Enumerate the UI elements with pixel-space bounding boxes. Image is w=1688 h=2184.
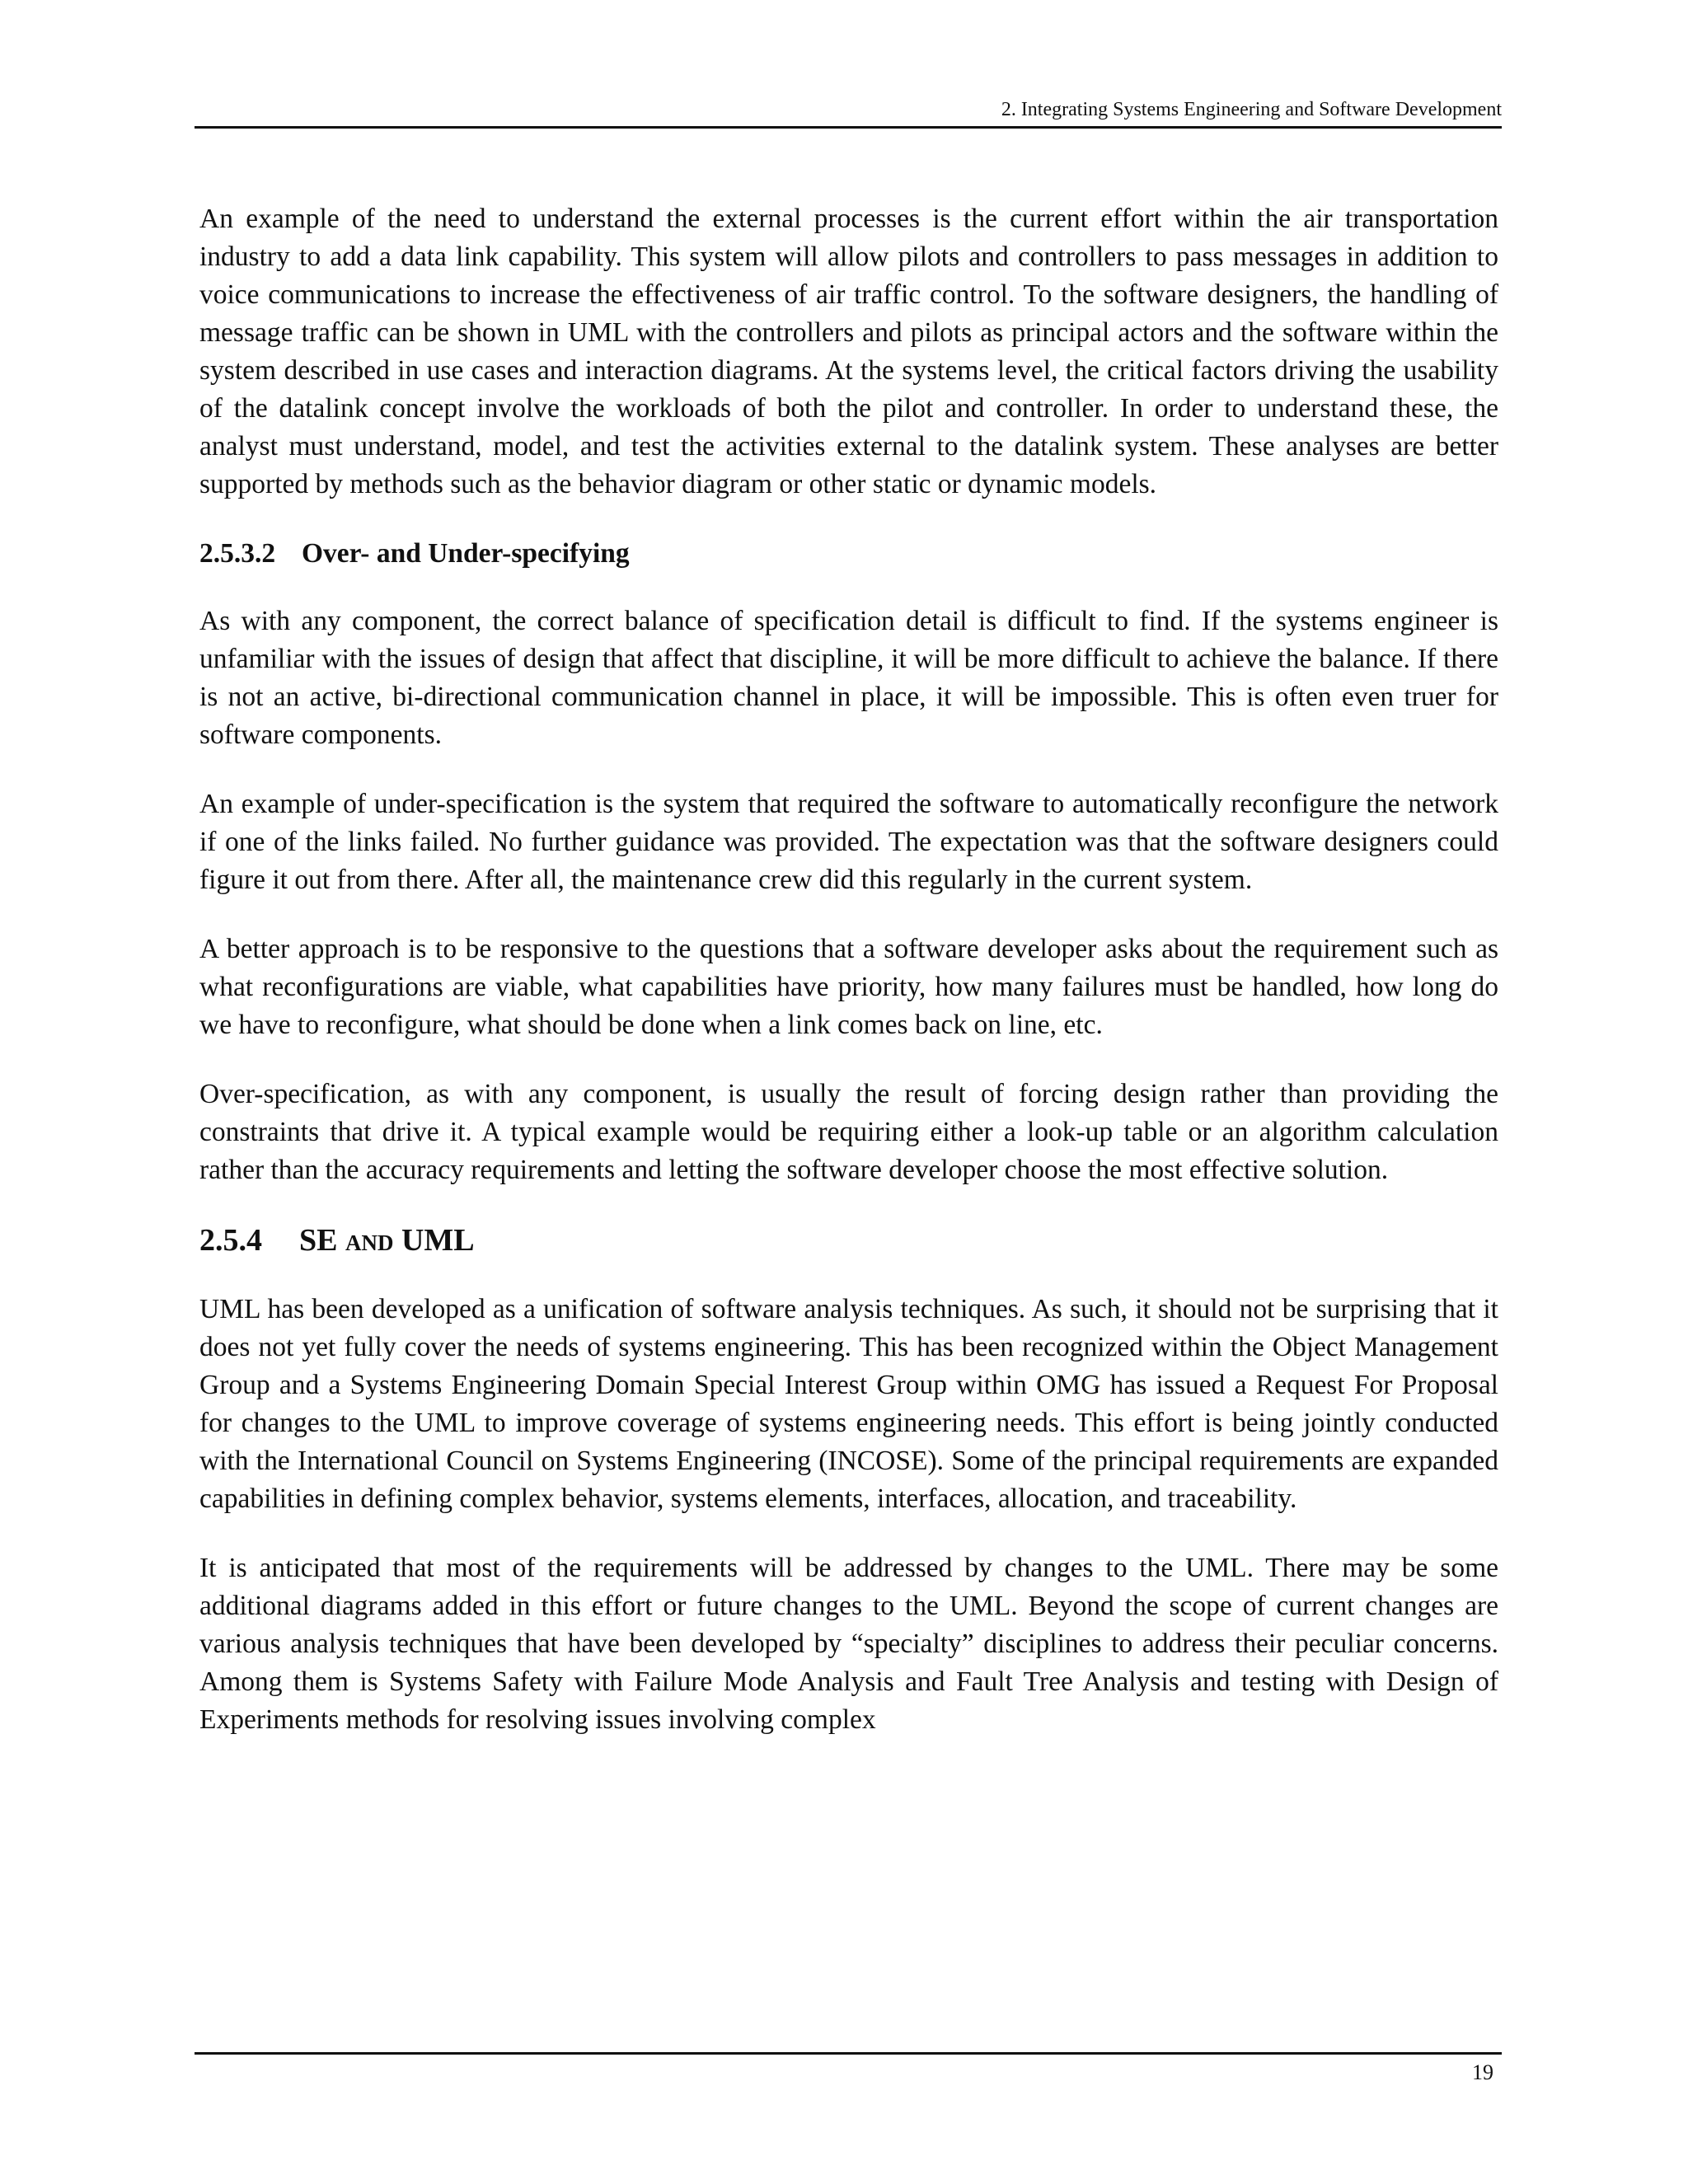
subsection-number: 2.5.3.2 bbox=[199, 538, 276, 569]
section-title-and: AND bbox=[345, 1230, 394, 1255]
footer-rule bbox=[195, 2052, 1502, 2055]
paragraph-anticipated-changes: It is anticipated that most of the requirements will be addressed by changes to the UML. There may be some additional diagrams added in this effort or future changes to the UML. Beyond the scope of current changes are various analysis techniques that have been developed by “specialty” disciplines to address their peculiar concerns. Among them is Systems Safety with Failure Mode Analysis and Fault Tree Analysis and testing with Design of Experiments methods for resolving issues involving complex bbox=[199, 1553, 1498, 1735]
subsection-heading-over-under-specifying bbox=[199, 535, 1498, 573]
paragraph-over-specification: Over-specification, as with any component, is usually the result of forcing design rather than providing the constraints that drive it. A typical example would be requiring either a look-up table or an algorithm calculation rather than the accuracy requirements and letting the software developer choose the most effective solution. bbox=[199, 1079, 1498, 1185]
section-number: 2.5.4 bbox=[199, 1223, 262, 1258]
running-header: 2. Integrating Systems Engineering and Software Development bbox=[1001, 99, 1502, 120]
page-number: 19 bbox=[1472, 2060, 1493, 2084]
section-heading-se-and-uml bbox=[199, 1221, 1498, 1263]
subsection-title: Over- and Under-specifying bbox=[302, 538, 630, 569]
paragraph-better-approach: A better approach is to be responsive to the questions that a software developer asks about the requirement such as what reconfigurations are viable, what capabilities have priority, how many failures must be handled, how long do we have to reconfigure, what should be done when a link comes back on line, etc. bbox=[199, 934, 1498, 1040]
paragraph-datalink-example: An example of the need to understand the external processes is the current effort within the air transportation industry to add a data link capability. This system will allow pilots and controllers to pass messages in addition to voice communications to increase the effectiveness of air traffic control. To the software designers, the handling of message traffic can be shown in UML with the controllers and pilots as principal actors and the software within the system described in use cases and interaction diagrams. At the systems level, the critical factors driving the usability of the datalink concept involve the workloads of both the pilot and controller. In order to understand these, the analyst must understand, model, and test the activities external to the datalink system. These analyses are better supported by methods such as the behavior diagram or other static or dynamic models. bbox=[199, 204, 1498, 499]
header-rule bbox=[195, 126, 1502, 129]
paragraph-under-specification: An example of under-specification is the system that required the software to automatically reconfigure the network if one of the links failed. No further guidance was provided. The expectation was that the software designers could figure it out from there. After all, the maintenance crew did this regularly in the current system. bbox=[199, 789, 1498, 895]
paragraph-uml-unification: UML has been developed as a unification of software analysis techniques. As such, it should not be surprising that it does not yet fully cover the needs of systems engineering. This has been recognized within the Object Management Group and a Systems Engineering Domain Special Interest Group within OMG has issued a Request For Proposal for changes to the UML to improve coverage of systems engineering needs. This effort is being jointly conducted with the International Council on Systems Engineering (INCOSE). Some of the principal requirements are expanded capabilities in defining complex behavior, systems elements, interfaces, allocation, and traceability. bbox=[199, 1294, 1498, 1514]
section-title-se: SE bbox=[299, 1223, 338, 1258]
paragraph-specification-balance: As with any component, the correct balance of specification detail is difficult to find. If the systems engineer is unfamiliar with the issues of design that affect that discipline, it will be more difficult to achieve the balance. If there is not an active, bi-directional communication channel in place, it will be impossible. This is often even truer for software components. bbox=[199, 606, 1498, 750]
page-body bbox=[199, 200, 1498, 1770]
section-title-uml: UML bbox=[401, 1223, 475, 1258]
